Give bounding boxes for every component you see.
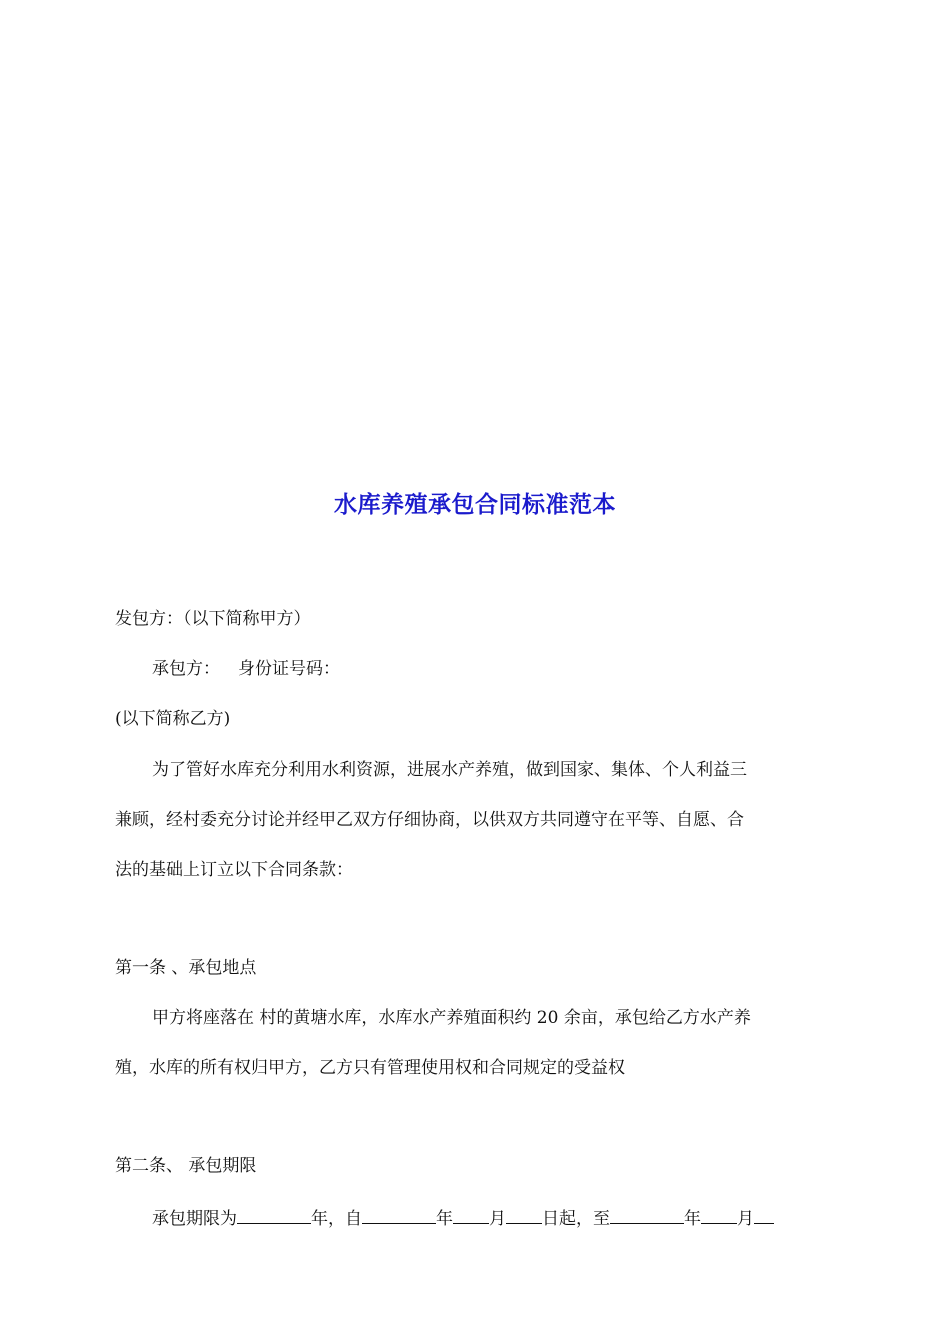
article-1-line: 殖，水库的所有权归甲方，乙方只有管理使用权和合同规定的受益权 xyxy=(115,1058,625,1078)
blank-field[interactable] xyxy=(610,1205,684,1224)
period-text: 月 xyxy=(737,1209,754,1229)
article-2-heading: 第二条、 承包期限 xyxy=(115,1156,257,1176)
preamble-line: 兼顾，经村委充分讨论并经甲乙双方仔细协商，以供双方共同遵守在平等、自愿、合 xyxy=(115,810,744,830)
period-text: 月 xyxy=(489,1209,506,1229)
blank-field[interactable] xyxy=(506,1205,542,1224)
blank-field[interactable] xyxy=(362,1205,436,1224)
party-b-label: 承包方： xyxy=(152,659,220,679)
article-2-period-line xyxy=(152,1205,877,1231)
period-text: 年 xyxy=(684,1209,701,1229)
period-text: 年 xyxy=(436,1209,453,1229)
party-a-line: 发包方：（以下简称甲方） xyxy=(115,609,311,629)
preamble-line: 法的基础上订立以下合同条款： xyxy=(115,860,353,880)
party-b-line xyxy=(152,657,877,681)
blank-field[interactable] xyxy=(237,1205,311,1224)
document-title: 水库养殖承包合同标准范本 xyxy=(334,491,616,518)
period-text: 承包期限为 xyxy=(152,1209,237,1229)
blank-field[interactable] xyxy=(453,1205,489,1224)
blank-field[interactable] xyxy=(754,1205,774,1224)
period-text: 日起，至 xyxy=(542,1209,610,1229)
preamble-line: 为了管好水库充分利用水利资源，进展水产养殖，做到国家、集体、个人利益三 xyxy=(152,760,747,780)
article-1-heading: 第一条 、承包地点 xyxy=(115,958,257,978)
blank-field[interactable] xyxy=(701,1205,737,1224)
party-b-id-label: 身份证号码： xyxy=(238,659,340,679)
period-text: 年，自 xyxy=(311,1209,362,1229)
article-1-line: 甲方将座落在 村的黄塘水库，水库水产养殖面积约 20 余亩，承包给乙方水产养 xyxy=(152,1008,751,1028)
party-b-note: (以下简称乙方) xyxy=(115,709,231,729)
